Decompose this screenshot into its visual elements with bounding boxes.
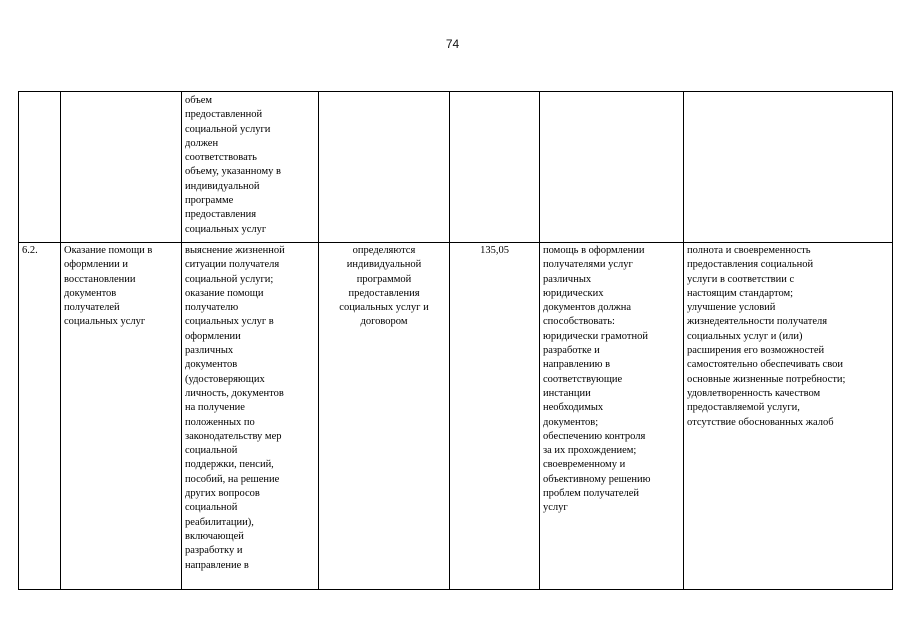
row-number-cell: 6.2. [19,243,61,590]
row-number-cell [19,92,61,243]
service-name-cell [61,92,182,243]
service-terms-cell: определяются индивидуальной программой предоставления социальных услуг и договором [319,243,450,590]
service-name-cell: Оказание помощи в оформлении и восстановлении документов получателей социальных услуг [61,243,182,590]
page-number: 74 [445,37,460,51]
volume-standard-cell [540,92,684,243]
services-table [18,91,893,590]
volume-standard-cell: помощь в оформлении получателями услуг различных юридических документов должна способствовать: юридически грамотной разработке и направлению в соответствующие инстанции необходимых документов; обеспечению контроля за их прохождением; своевременному и объективному решению проблем получателей услуг [540,243,684,590]
service-content-cell: выяснение жизненной ситуации получателя социальной услуги; оказание помощи получателю социальных услуг в оформлении различных документов (удостоверяющих личность, документов на получение положенных по законодательству мер социальной поддержки, пенсий, пособий, на решение других вопросов социальной реабилитации), включающей разработку и направление в [182,243,319,590]
tariff-cell: 135,05 [450,243,540,590]
tariff-cell [450,92,540,243]
table-row [19,92,893,243]
quality-indicators-cell [684,92,893,243]
table-row [19,243,893,590]
service-terms-cell [319,92,450,243]
quality-indicators-cell: полнота и своевременность предоставления социальной услуги в соответствии с настоящим стандартом; улучшение условий жизнедеятельности получателя социальных услуг и (или) расширения его возможностей самостоятельно обеспечивать свои основные жизненные потребности; удовлетворенность качеством предоставляемой услуги, отсутствие обоснованных жалоб [684,243,893,590]
service-content-cell: объем предоставленной социальной услуги должен соответствовать объему, указанному в индивидуальной программе предоставления социальных услуг [182,92,319,243]
